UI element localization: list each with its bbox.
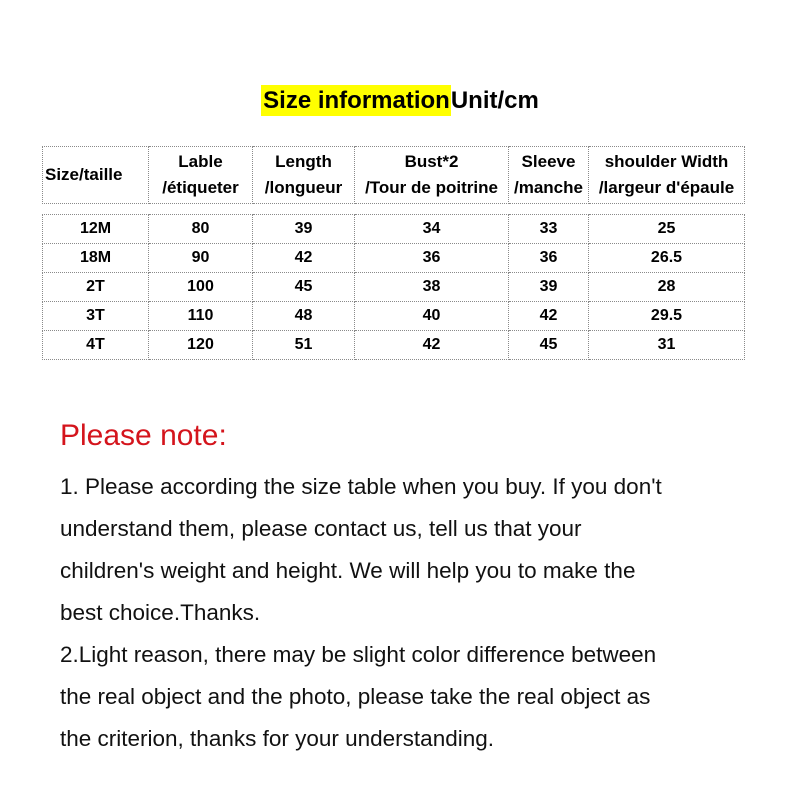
table-cell: 42 — [509, 302, 589, 331]
table-row — [43, 215, 745, 244]
table-cell: 48 — [253, 302, 355, 331]
size-table-body — [42, 214, 745, 360]
table-cell: 18M — [43, 244, 149, 273]
table-cell: 36 — [509, 244, 589, 273]
table-cell: 29.5 — [589, 302, 745, 331]
header-bust-fr: /Tour de poitrine — [365, 178, 498, 197]
header-length-en: Length — [275, 152, 332, 171]
table-cell: 34 — [355, 215, 509, 244]
header-shoulder — [589, 147, 745, 204]
table-cell: 25 — [589, 215, 745, 244]
table-cell: 33 — [509, 215, 589, 244]
header-sleeve-en: Sleeve — [521, 152, 576, 171]
size-table-header — [42, 146, 745, 204]
table-cell: 36 — [355, 244, 509, 273]
note-line: best choice.Thanks. — [60, 600, 261, 625]
table-row — [43, 331, 745, 360]
table-cell: 42 — [253, 244, 355, 273]
note-line: 1. Please according the size table when you buy. If you don't — [60, 474, 662, 499]
table-cell: 2T — [43, 273, 149, 302]
table-cell: 51 — [253, 331, 355, 360]
table-cell: 45 — [253, 273, 355, 302]
table-cell: 110 — [149, 302, 253, 331]
header-bust — [355, 147, 509, 204]
table-row — [43, 273, 745, 302]
table-cell: 42 — [355, 331, 509, 360]
table-cell: 38 — [355, 273, 509, 302]
title-highlight: Size information — [263, 87, 450, 114]
note-line: 2.Light reason, there may be slight color difference between — [60, 642, 657, 667]
header-label-fr: /étiqueter — [162, 178, 239, 197]
note-body — [60, 466, 770, 760]
table-cell: 120 — [149, 331, 253, 360]
note-heading: Please note: — [60, 419, 227, 452]
table-cell: 45 — [509, 331, 589, 360]
table-cell: 100 — [149, 273, 253, 302]
title-unit: Unit/cm — [450, 87, 539, 114]
table-cell: 28 — [589, 273, 745, 302]
header-length-fr: /longueur — [264, 178, 343, 197]
table-cell: 26.5 — [589, 244, 745, 273]
table-cell: 80 — [149, 215, 253, 244]
header-label-en: Lable — [178, 152, 223, 171]
header-label — [149, 147, 253, 204]
table-cell: 39 — [253, 215, 355, 244]
note-line: the real object and the photo, please take the real object as — [60, 684, 651, 709]
table-cell: 4T — [43, 331, 149, 360]
table-cell: 12M — [43, 215, 149, 244]
table-cell: 39 — [509, 273, 589, 302]
header-row — [43, 147, 745, 204]
header-shoulder-fr: /largeur d'épaule — [598, 178, 735, 197]
header-size-label: Size/taille — [45, 165, 123, 184]
page-title — [0, 84, 800, 118]
note-line: children's weight and height. We will help you to make the — [60, 558, 636, 583]
table-cell: 40 — [355, 302, 509, 331]
header-sleeve-fr: /manche — [514, 178, 583, 197]
table-cell: 90 — [149, 244, 253, 273]
header-sleeve — [509, 147, 589, 204]
header-length — [253, 147, 355, 204]
header-shoulder-en: shoulder Width — [604, 152, 729, 171]
header-bust-en: Bust*2 — [404, 152, 459, 171]
note-line: understand them, please contact us, tell us that your — [60, 516, 582, 541]
table-cell: 3T — [43, 302, 149, 331]
header-size — [43, 147, 149, 204]
note-line: the criterion, thanks for your understanding. — [60, 726, 494, 751]
table-cell: 31 — [589, 331, 745, 360]
table-row — [43, 302, 745, 331]
table-row — [43, 244, 745, 273]
